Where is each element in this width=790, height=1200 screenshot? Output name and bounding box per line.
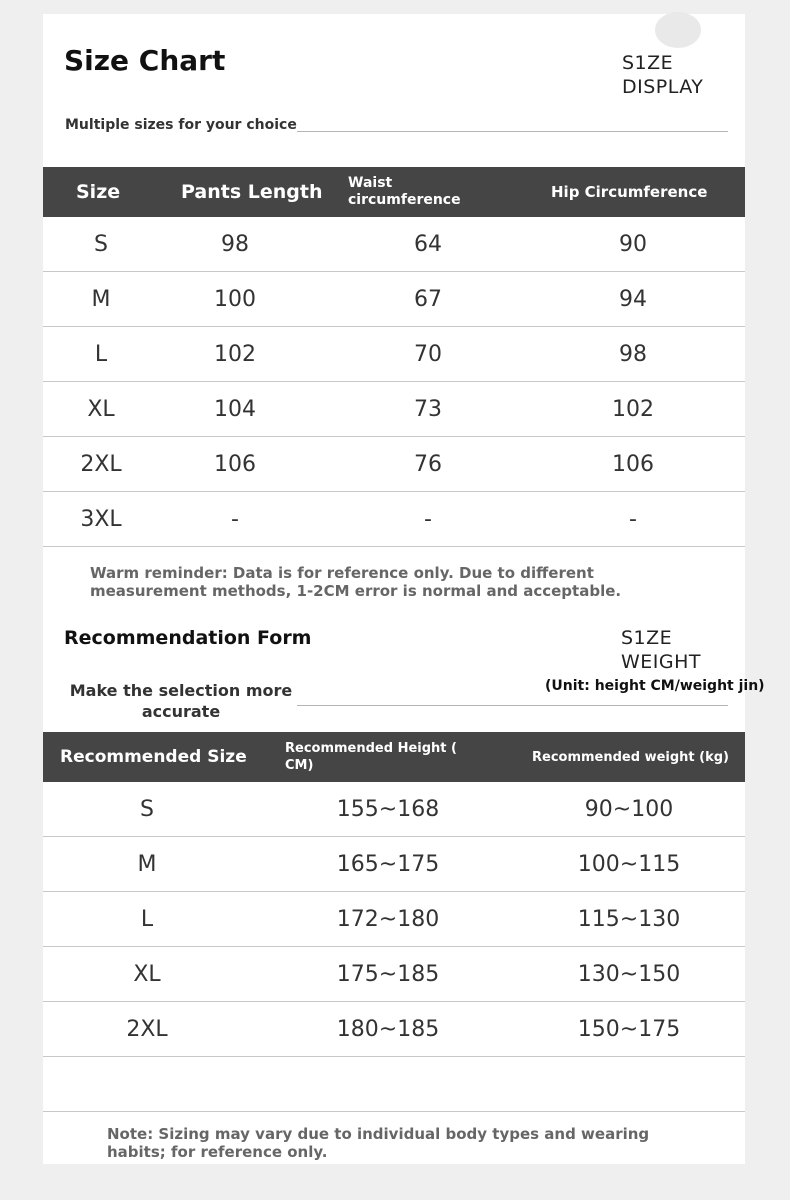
table-cell: 106 bbox=[612, 452, 654, 477]
table-cell: 155~168 bbox=[336, 797, 440, 822]
table-row bbox=[43, 892, 745, 947]
table-row bbox=[43, 492, 745, 547]
table-row bbox=[43, 217, 745, 272]
tag-line: S1ZE bbox=[622, 52, 674, 74]
size-cell: XL bbox=[87, 397, 115, 422]
size-weight-tag bbox=[621, 626, 701, 674]
size-cell: L bbox=[140, 907, 154, 932]
table-cell: - bbox=[424, 507, 432, 532]
unit-note: (Unit: height CM/weight jin) bbox=[545, 678, 765, 694]
table-cell: 90~100 bbox=[584, 797, 674, 822]
table-cell: 98 bbox=[221, 232, 249, 257]
tag-line: WEIGHT bbox=[621, 651, 702, 673]
table-cell: 130~150 bbox=[577, 962, 681, 987]
table-header bbox=[43, 732, 745, 782]
table-row bbox=[43, 272, 745, 327]
table-cell: 70 bbox=[414, 342, 442, 367]
recommendation-table-body bbox=[43, 782, 745, 1057]
table-row bbox=[43, 327, 745, 382]
table-cell: 100~115 bbox=[577, 852, 681, 877]
tag-line: DISPLAY bbox=[622, 76, 704, 98]
size-table bbox=[43, 167, 745, 547]
table-row bbox=[43, 837, 745, 892]
header-hip: Hip Circumference bbox=[551, 183, 708, 201]
header-recommended-height: Recommended Height ( CM) bbox=[285, 741, 457, 773]
size-chart-title: Size Chart bbox=[64, 44, 226, 77]
table-cell: 180~185 bbox=[336, 1017, 440, 1042]
table-cell: 90 bbox=[619, 232, 647, 257]
header-size: Size bbox=[76, 181, 121, 203]
decorative-circle bbox=[655, 12, 701, 48]
size-display-tag bbox=[622, 51, 703, 99]
table-cell: 67 bbox=[414, 287, 442, 312]
table-cell: 94 bbox=[619, 287, 647, 312]
table-header bbox=[43, 167, 745, 217]
size-cell: 3XL bbox=[80, 507, 122, 532]
table-row bbox=[43, 382, 745, 437]
recommendation-table bbox=[43, 732, 745, 1112]
table-cell: 165~175 bbox=[336, 852, 440, 877]
table-cell: 172~180 bbox=[336, 907, 440, 932]
table-cell: - bbox=[231, 507, 239, 532]
table-cell: 106 bbox=[214, 452, 256, 477]
size-cell: S bbox=[140, 797, 154, 822]
sizing-note: Note: Sizing may vary due to individual body types and wearing habits; for reference only. bbox=[107, 1125, 650, 1161]
size-chart-subtitle: Multiple sizes for your choice bbox=[65, 117, 297, 133]
table-row bbox=[43, 1002, 745, 1057]
table-cell: - bbox=[629, 507, 637, 532]
table-cell: 104 bbox=[214, 397, 256, 422]
table-cell: 100 bbox=[214, 287, 256, 312]
size-cell: XL bbox=[133, 962, 161, 987]
recommendation-title: Recommendation Form bbox=[64, 627, 312, 649]
table-cell: 73 bbox=[414, 397, 442, 422]
size-cell: 2XL bbox=[126, 1017, 168, 1042]
size-table-body bbox=[43, 217, 745, 547]
size-cell: L bbox=[94, 342, 108, 367]
empty-row bbox=[43, 1057, 745, 1112]
table-row bbox=[43, 947, 745, 1002]
table-cell: 115~130 bbox=[577, 907, 681, 932]
header-recommended-size: Recommended Size bbox=[60, 747, 247, 767]
recommendation-subtitle: Make the selection more accurate bbox=[69, 681, 293, 721]
size-cell: 2XL bbox=[80, 452, 122, 477]
table-row bbox=[43, 782, 745, 837]
size-cell: M bbox=[137, 852, 157, 877]
size-cell: M bbox=[91, 287, 111, 312]
table-cell: 98 bbox=[619, 342, 647, 367]
table-cell: 175~185 bbox=[336, 962, 440, 987]
table-cell: 150~175 bbox=[577, 1017, 681, 1042]
divider-line bbox=[297, 705, 728, 706]
table-row bbox=[43, 437, 745, 492]
header-waist: Waist circumference bbox=[348, 175, 461, 208]
warm-reminder: Warm reminder: Data is for reference only. Due to different measurement methods, 1-2CM error is normal and acceptable. bbox=[90, 564, 622, 600]
table-cell: 102 bbox=[612, 397, 654, 422]
tag-line: S1ZE bbox=[621, 627, 673, 649]
header-pants-length: Pants Length bbox=[181, 181, 323, 203]
table-cell: 76 bbox=[414, 452, 442, 477]
table-cell: 64 bbox=[414, 232, 442, 257]
table-cell: 102 bbox=[214, 342, 256, 367]
header-recommended-weight: Recommended weight (kg) bbox=[532, 749, 729, 765]
size-cell: S bbox=[94, 232, 108, 257]
divider-line bbox=[297, 131, 728, 132]
